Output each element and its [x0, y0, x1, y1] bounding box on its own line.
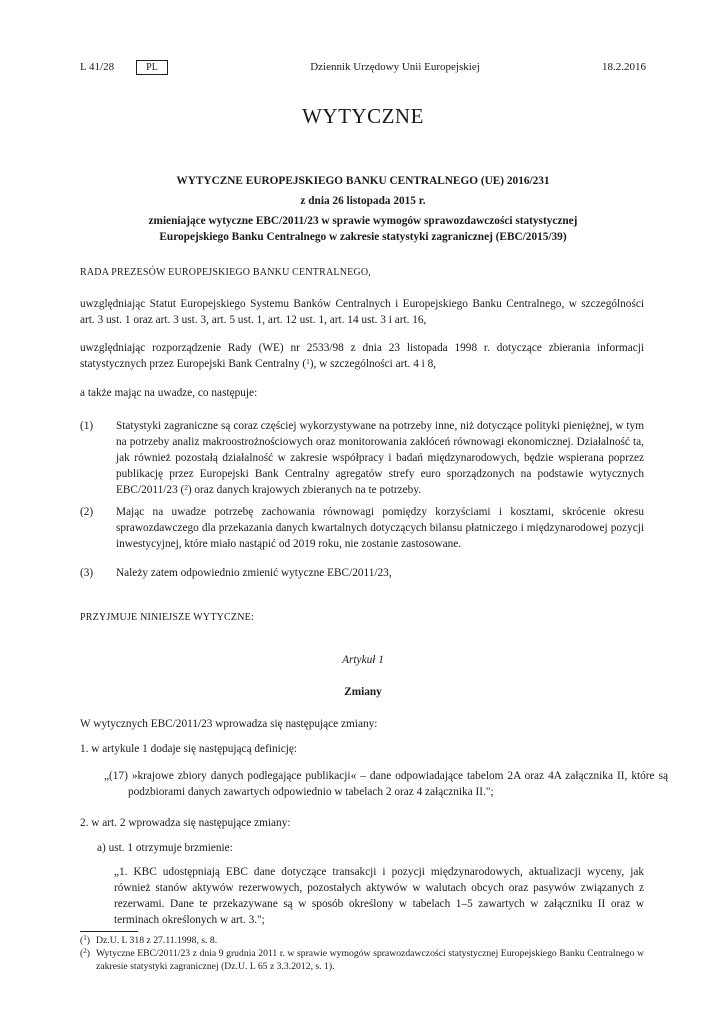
- document-date: z dnia 26 listopada 2015 r.: [300, 195, 426, 207]
- footnote-text: Dz.U. L 318 z 27.11.1998, s. 8.: [96, 935, 218, 946]
- journal-name: Dziennik Urzędowy Unii Europejskiej: [310, 61, 480, 73]
- amendment-point-2: 2. w art. 2 wprowadza się następujące zmiany:: [80, 817, 291, 829]
- document-subject-line1: zmieniające wytyczne EBC/2011/23 w sprawie wymogów sprawozdawczości statystycznej: [148, 215, 578, 227]
- preamble-paragraph-3: a także mając na uwadze, co następuje:: [80, 387, 258, 399]
- footnote-1: [80, 935, 644, 948]
- footnote-ref-1[interactable]: 1: [306, 358, 310, 366]
- footnote-number: ($^1$): [80, 934, 90, 946]
- recital-text: Mając na uwadze potrzebę zachowania równowagi pomiędzy korzyściami i kosztami, skrócenie okresu sprawozdawczego dla przekazania danych kwartalnych dotyczących bilansu płatniczego i międzynarodowej pozycji inwestycyjnej, które miało nastąpić od 2019 roku, nie zostanie zastosowane.: [116, 506, 644, 550]
- sub-point-a: a) ust. 1 otrzymuje brzmienie:: [97, 842, 233, 854]
- recital-3: [80, 565, 644, 581]
- article-heading: Zmiany: [344, 686, 382, 698]
- document-subject-line2: Europejskiego Banku Centralnego w zakresie statystyki zagranicznej (EBC/2015/39): [159, 231, 567, 243]
- footnote-2: [80, 948, 644, 973]
- article-label: Artykuł 1: [342, 654, 384, 666]
- recital-text: Statystyki zagraniczne są coraz częściej wykorzystywane na potrzeby inne, niż dotyczące polityki pieniężnej, w tym na potrzeby analiz makroostrożnościowych oraz monitorowania zakłóceń równowagi ekonomicznej. Działalność ta, jak również pozostałą działalność w zakresie współpracy i badań międzynarodowych, będzie wspierana poprzez publikację przez Europejski Bank Centralny agregatów strefy euro sporządzonych na podstawie wytycznych EBC/2011/23 ($^2$) oraz danych krajowych zbieranych na te potrzeby.: [116, 420, 644, 496]
- footnote-text: Wytyczne EBC/2011/23 z dnia 9 grudnia 2011 r. w sprawie wymogów sprawozdawczości statystycznej Europejskiego Banku Centralnego w zakresie statystyki zagranicznej (Dz.U. L 65 z 3.3.2012, s. 1).: [96, 948, 644, 972]
- amendment-point-1: 1. w artykule 1 dodaje się następującą definicję:: [80, 743, 298, 755]
- document-title: WYTYCZNE EUROPEJSKIEGO BANKU CENTRALNEGO (UE) 2016/231: [176, 175, 550, 187]
- recital-number: (1): [80, 420, 94, 432]
- council-name: RADA PREZESÓW EUROPEJSKIEGO BANKU CENTRALNEGO,: [80, 267, 371, 278]
- publication-date: 18.2.2016: [602, 61, 646, 73]
- page-reference: L 41/28: [80, 61, 115, 73]
- recital-number: (2): [80, 506, 94, 518]
- amended-paragraph-1: „1. KBC udostępniają EBC dane dotyczące transakcji i pozycji międzynarodowych, aktualizacji wyceny, jak również stanów aktywów rezerwowych, pozostałych aktywów w walutach obcych oraz pasywów związanych z rezerwami. Dane te przekazywane są w sposób określony w tabelach 1–5 zawartych w załączniku II oraz w terminach określonych w art. 3.";: [114, 866, 644, 926]
- recital-number: (3): [80, 567, 94, 579]
- article-intro: W wytycznych EBC/2011/23 wprowadza się następujące zmiany:: [80, 718, 378, 730]
- footnote-number: ($^2$): [80, 947, 90, 959]
- recital-2: [80, 504, 644, 552]
- adoption-statement: PRZYJMUJE NINIEJSZE WYTYCZNE:: [80, 612, 254, 623]
- document-type-heading: WYTYCZNE: [302, 104, 424, 128]
- preamble-paragraph-1: uwzględniając Statut Europejskiego Systemu Banków Centralnych i Europejskiego Banku Centralnego, w szczególności art. 3 ust. 1 oraz art. 3 ust. 3, art. 5 ust. 1, art. 12 ust. 1, art. 14 ust. 3 i art. 16,: [80, 298, 644, 326]
- recital-text: Należy zatem odpowiednio zmienić wytyczne EBC/2011/23,: [116, 567, 392, 579]
- footnote-ref-2[interactable]: 2: [184, 484, 188, 492]
- footnote-separator: [80, 931, 138, 932]
- definition-17: „(17) »krajowe zbiory danych podlegające publikacji« – dane odpowiadające tabelom 2A oraz 4A załącznika II, które są podzbiorami danych zawartych odpowiednio w tabelach 2 oraz 4 załącznika II.";: [104, 770, 668, 798]
- preamble-paragraph-2: uwzględniając rozporządzenie Rady (WE) nr 2533/98 z dnia 23 listopada 1998 r. dotyczące zbierania informacji statystycznych przez Europejski Bank Centralny ($^1$), w szczególności art. 4 i 8,: [80, 342, 644, 370]
- recital-1: [80, 418, 644, 498]
- language-badge: PL: [136, 60, 168, 75]
